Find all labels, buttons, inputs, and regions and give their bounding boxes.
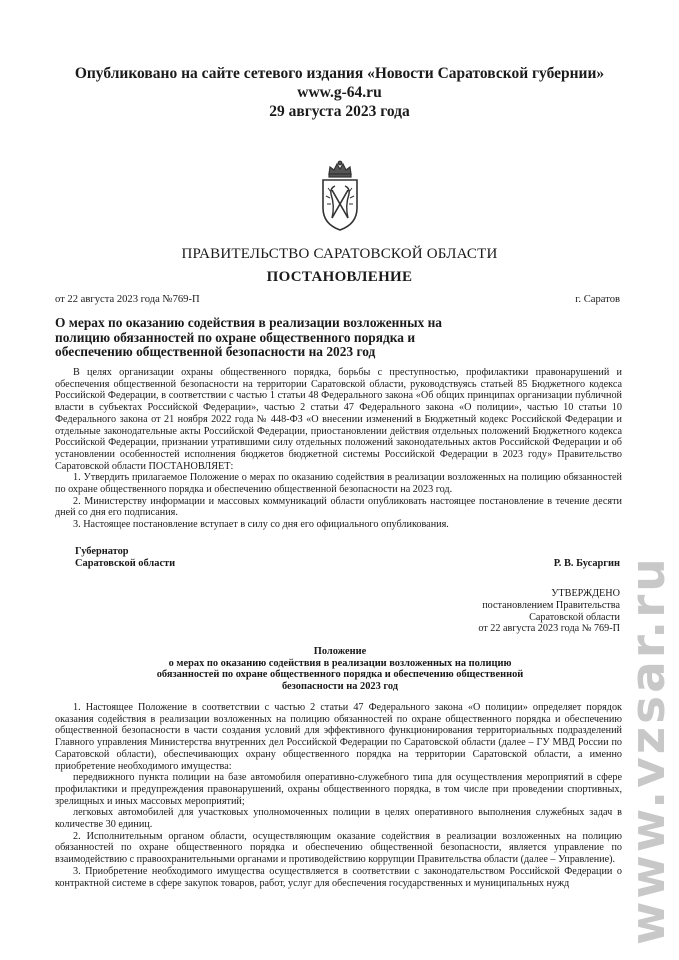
approval-line-4: от 22 августа 2023 года № 769-П xyxy=(478,623,620,635)
regulation-subtitle: о мерах по оказанию содействия в реализации возложенных на полицию обязанностей по охране общественного порядка и обеспечению общественной безопасности на 2023 год xyxy=(156,657,524,693)
watermark xyxy=(621,555,676,945)
watermark-text: www.vzsar.ru xyxy=(621,555,676,945)
approval-line-2: постановлением Правительства xyxy=(482,599,620,611)
document-title: О мерах по оказанию содействия в реализации возложенных на полицию обязанностей по охране общественного порядка и обеспечению общественной безопасности на 2023 год xyxy=(55,315,442,359)
resolution-item-1: 1. Утвердить прилагаемое Положение о мерах по оказанию содействия в реализации возложенных на полицию обязанностей по охране общественного порядка и обеспечению общественной безопасности на 2023 год. xyxy=(55,472,622,496)
government-name: ПРАВИТЕЛЬСТВО САРАТОВСКОЙ ОБЛАСТИ xyxy=(181,246,498,262)
resolution-item-3: 3. Настоящее постановление вступает в силу со дня его официального опубликования. xyxy=(73,519,449,531)
regulation-paragraph: передвижного пункта полиции на базе автомобиля оперативно-служебного типа для осуществления мероприятий в сфере профилактики и предупреждения правонарушений, охраны общественного порядка, в том числе при проведении спортивных, зрелищных и иных массовых мероприятий; xyxy=(55,772,622,807)
publication-line-1: Опубликовано на сайте сетевого издания «Новости Саратовской губернии» xyxy=(74,65,605,82)
signatory-name: Р. В. Бусаргин xyxy=(553,558,620,569)
regulation-body xyxy=(55,702,622,889)
approval-block xyxy=(478,588,620,635)
regulation-paragraph: 1. Настоящее Положение в соответствии с частью 2 статьи 47 Федерального закона «О полиции» определяет порядок оказания содействия в реализации возложенных на полицию обязанностей по охране общественного порядка и обеспечению общественной безопасности в части создания условий для эффективного функционирования территориальных подразделений Главного управления Министерства внутренних дел Российской Федерации по Саратовской области (далее – ГУ МВД России по Саратовской области), обеспечивающих охрану общественного порядка на территории Саратовской области, а именно приобретение необходимого имущества: xyxy=(55,702,622,772)
document-date-number: от 22 августа 2023 года №769-П xyxy=(55,294,200,305)
publication-site: www.g-64.ru xyxy=(297,84,382,101)
signatory-position-1: Губернатор xyxy=(75,546,129,557)
regulation-paragraph: 2. Исполнительным органом области, осуществляющим оказание содействия в реализации возложенных на полицию обязанностей по охране общественного порядка и обеспечению общественной безопасности, является управление по взаимодействию с правоохранительными органами и противодействию коррупции Правительства области (далее – Управление). xyxy=(55,830,622,866)
regulation-title xyxy=(150,646,530,693)
signature-block xyxy=(75,546,620,570)
document-city: г. Саратов xyxy=(575,294,620,305)
document-type: ПОСТАНОВЛЕНИЕ xyxy=(266,269,413,285)
date-line xyxy=(55,294,620,305)
regulation-paragraph: 3. Приобретение необходимого имущества осуществляется в соответствии с законодательством Российской Федерации о контрактной системе в сфере закупок товаров, работ, услуг для обеспечения государственных и муниципальных нужд xyxy=(55,865,622,889)
approval-line-1: УТВЕРЖДЕНО xyxy=(551,588,620,599)
regulation-heading: Положение xyxy=(313,646,367,657)
regulation-paragraph: легковых автомобилей для участковых уполномоченных полиции в целях оперативного выполнения служебных задач в количестве 30 единиц. xyxy=(55,807,622,831)
preamble-paragraph: В целях организации охраны общественного порядка, борьбы с преступностью, профилактики правонарушений и обеспечения общественной безопасности на территории Саратовской области, руководствуясь статьей 85 Бюджетного кодекса Российской Федерации, в соответствии с частью 1 статьи 48 Федерального закона «Об общих принципах организации публичной власти в субъектах Российской Федерации», частью 2 статьи 47 Федерального закона «О полиции», частью 10 статьи 10 Федерального закона от 21 ноября 2022 года № 448-ФЗ «О внесении изменений в Бюджетный кодекс Российской Федерации и отдельные законодательные акты Российской Федерации, приостановлении действия отдельных положений Бюджетного кодекса Российской Федерации, признании утратившими силу отдельных положений законодательных актов Российской Федерации и об установлении особенностей исполнения бюджетов бюджетной системы Российской Федерации в 2023 году» Правительство Саратовской области ПОСТАНОВЛЯЕТ: xyxy=(55,367,622,472)
signatory-position-2: Саратовской области xyxy=(75,558,176,569)
preamble xyxy=(55,367,622,531)
saratov-coat-of-arms-icon xyxy=(317,158,363,232)
approval-line-3: Саратовской области xyxy=(529,611,620,623)
resolution-item-2: 2. Министерству информации и массовых коммуникаций области опубликовать настоящее постановление в течение десяти дней со дня его подписания. xyxy=(55,495,622,519)
publication-date: 29 августа 2023 года xyxy=(269,103,410,120)
